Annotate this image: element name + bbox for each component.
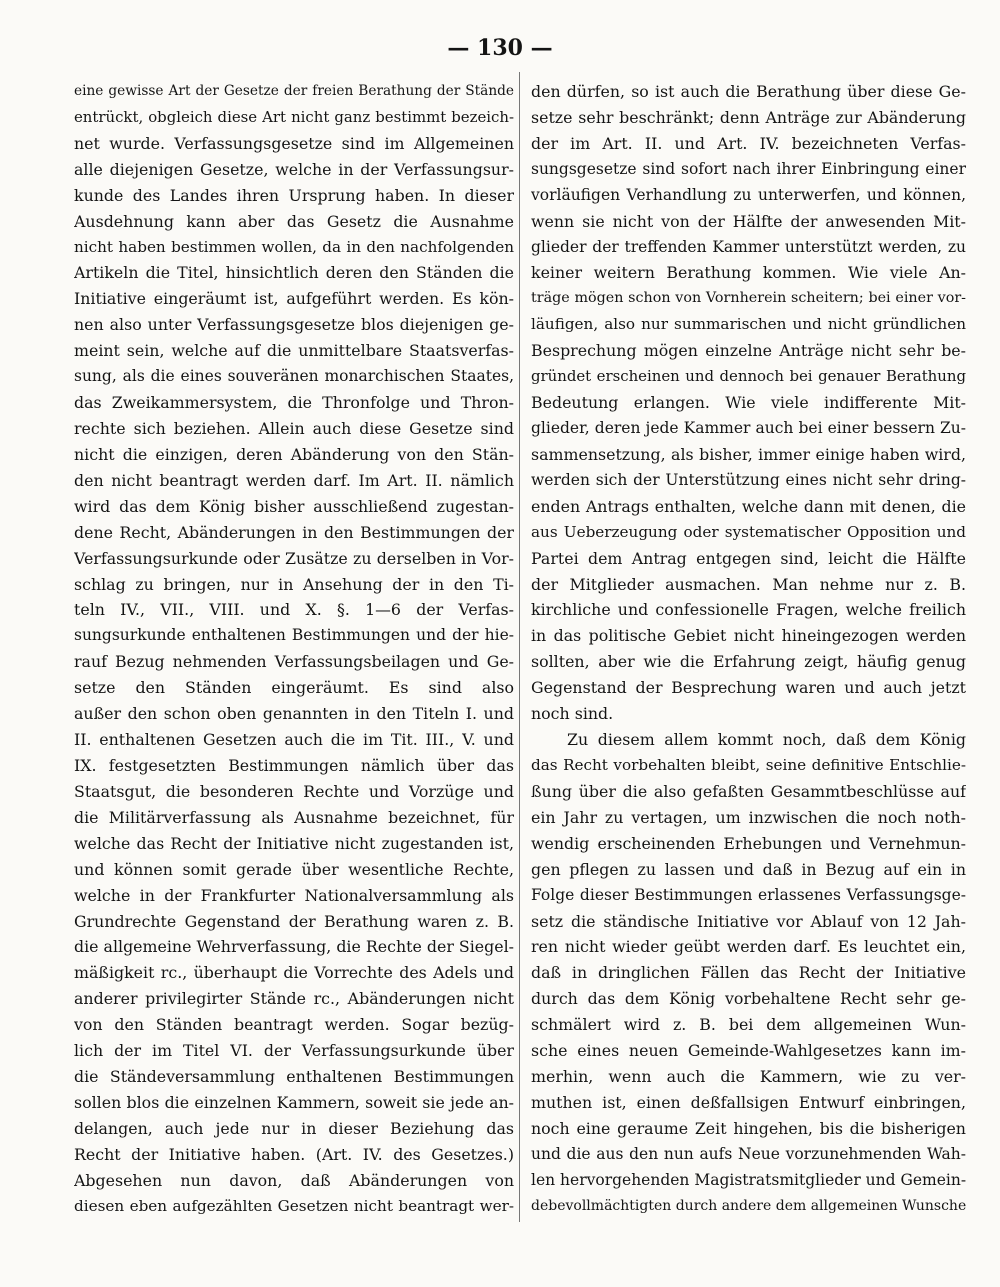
right-column — [531, 79, 966, 1220]
text-line: Staatsgut, die besonderen Rechte und Vorzüge und — [74, 781, 514, 801]
text-line: debevollmächtigten durch andere dem allgemeinen Wunsche — [531, 1197, 966, 1214]
text-line: glieder der treffenden Kammer unterstützt werden, zu — [531, 237, 966, 256]
text-line: aus Ueberzeugung oder systematischer Opposition und — [531, 522, 966, 541]
text-line: nen also unter Verfassungsgesetze blos diejenigen ge- — [74, 315, 514, 335]
text-line: dene Recht, Abänderungen in den Bestimmungen der — [74, 522, 514, 542]
text-line: lich der im Titel VI. der Verfassungsurkunde über — [74, 1041, 514, 1061]
text-line: Verfassungsurkunde oder Zusätze zu derselben in Vor- — [74, 548, 514, 568]
text-line: wird das dem König bisher ausschließend zugestan- — [74, 496, 514, 516]
text-line: und die aus den nun aufs Neue vorzunehmenden Wah- — [531, 1144, 966, 1163]
text-line: das Zweikammersystem, die Thronfolge und Thron- — [74, 393, 514, 413]
text-line: daß in dringlichen Fällen das Recht der Initiative — [531, 963, 966, 983]
text-line: wenn sie nicht von der Hälfte der anwesenden Mit- — [531, 211, 966, 231]
text-line: mäßigkeit rc., überhaupt die Vorrechte des Adels und — [74, 963, 514, 983]
text-line: durch das dem König vorbehaltene Recht sehr ge- — [531, 989, 966, 1009]
text-line: len hervorgehenden Magistratsmitglieder und Gemein- — [531, 1170, 966, 1189]
text-line: kunde des Landes ihren Ursprung haben. In dieser — [74, 185, 514, 205]
text-line: kirchliche und confessionelle Fragen, welche freilich — [531, 600, 966, 620]
text-line: Partei dem Antrag entgegen sind, leicht die Hälfte — [531, 548, 966, 568]
text-line: das Recht vorbehalten bleibt, seine definitive Entschlie- — [531, 755, 966, 774]
text-line: der im Art. II. und Art. IV. bezeichneten Verfas- — [531, 133, 966, 153]
text-line: delangen, auch jede nur in dieser Beziehung das — [74, 1118, 514, 1138]
text-line: Grundrechte Gegenstand der Berathung waren z. B. — [74, 911, 514, 931]
text-line: diesen eben aufgezählten Gesetzen nicht beantragt wer- — [74, 1196, 514, 1215]
text-line: vorläufigen Verhandlung zu unterwerfen, und können, — [531, 185, 966, 204]
text-line: welche das Recht der Initiative nicht zugestanden ist, — [74, 833, 514, 853]
text-line: von den Ständen beantragt werden. Sogar bezüg- — [74, 1015, 514, 1035]
text-line: außer den schon oben genannten in den Titeln I. und — [74, 704, 514, 724]
text-line: merhin, wenn auch die Kammern, wie zu ver- — [531, 1067, 966, 1087]
left-column — [74, 79, 514, 1220]
text-line: II. enthaltenen Gesetzen auch die im Tit. III., V. und — [74, 730, 514, 750]
text-line: und können somit gerade über wesentliche Rechte, — [74, 859, 514, 879]
text-line: anderer privilegirter Stände rc., Abänderungen nicht — [74, 989, 514, 1009]
text-line: ren nicht wieder geübt werden darf. Es leuchtet ein, — [531, 937, 966, 957]
text-line: sungsgesetze sind sofort nach ihrer Einbringung einer — [531, 159, 966, 178]
text-line: Initiative eingeräumt ist, aufgeführt werden. Es kön- — [74, 289, 514, 309]
text-line: entrückt, obgleich diese Art nicht ganz bestimmt bezeich- — [74, 107, 514, 126]
text-line: sungsurkunde enthaltenen Bestimmungen und der hie- — [74, 626, 514, 645]
text-line: werden sich der Unterstützung eines nicht sehr dring- — [531, 470, 966, 489]
text-line: glieder, deren jede Kammer auch bei einer bessern Zu- — [531, 418, 966, 437]
text-line: Artikeln die Titel, hinsichtlich deren den Ständen die — [74, 263, 514, 283]
text-line: teln IV., VII., VIII. und X. §. 1—6 der Verfas- — [74, 600, 514, 620]
page-number: — 130 — — [447, 35, 553, 61]
text-line: in das politische Gebiet nicht hineingezogen werden — [531, 626, 966, 646]
text-line: sung, als die eines souveränen monarchischen Staates, — [74, 367, 514, 386]
text-line: die Ständeversammlung enthaltenen Bestimmungen — [74, 1067, 514, 1087]
text-line: schmälert wird z. B. bei dem allgemeinen Wun- — [531, 1015, 966, 1035]
text-line: Abgesehen nun davon, daß Abänderungen von — [74, 1170, 514, 1190]
text-line: träge mögen schon von Vornherein scheitern; bei einer vor- — [531, 290, 966, 307]
text-line: sammensetzung, als bisher, immer einige haben wird, — [531, 444, 966, 464]
text-line: meint sein, welche auf die unmittelbare Staatsverfas- — [74, 341, 514, 361]
text-line: gründet erscheinen und dennoch bei genauer Berathung — [531, 367, 966, 386]
text-line: noch sind. — [531, 704, 614, 724]
text-line: nicht haben bestimmen wollen, da in den nachfolgenden — [74, 237, 514, 256]
text-line: Ausdehnung kann aber das Gesetz die Ausnahme — [74, 211, 514, 231]
text-line: die Militärverfassung als Ausnahme bezeichnet, für — [74, 807, 514, 827]
text-line: Gegenstand der Besprechung waren und auch jetzt — [531, 678, 966, 698]
text-line: nicht die einzigen, deren Abänderung von den Stän- — [74, 444, 514, 464]
text-line: gen pflegen zu lassen und daß in Bezug auf ein in — [531, 859, 966, 879]
text-line: ßung über die also gefaßten Gesammtbeschlüsse auf — [531, 781, 966, 801]
text-line: sche eines neuen Gemeinde-Wahlgesetzes kann im- — [531, 1041, 966, 1061]
text-line: welche in der Frankfurter Nationalversammlung als — [74, 885, 514, 905]
text-line: der Mitglieder ausmachen. Man nehme nur z. B. — [531, 574, 966, 594]
text-line: alle diejenigen Gesetze, welche in der Verfassungsur- — [74, 159, 514, 179]
text-line: eine gewisse Art der Gesetze der freien Berathung der Stände — [74, 83, 514, 99]
text-line: IX. festgesetzten Bestimmungen nämlich über das — [74, 755, 514, 775]
text-line: noch eine geraume Zeit hingehen, bis die bisherigen — [531, 1118, 966, 1138]
text-line: den dürfen, so ist auch die Berathung über diese Ge- — [531, 82, 966, 101]
text-line: Besprechung mögen einzelne Anträge nicht sehr be- — [531, 341, 966, 361]
text-line: Recht der Initiative haben. (Art. IV. des Gesetzes.) — [74, 1144, 514, 1164]
text-line: den nicht beantragt werden darf. Im Art. II. nämlich — [74, 470, 514, 490]
text-line: schlag zu bringen, nur in Ansehung der in den Ti- — [74, 574, 514, 594]
text-line: rechte sich beziehen. Allein auch diese Gesetze sind — [74, 418, 514, 438]
text-line: Folge dieser Bestimmungen erlassenes Verfassungsge- — [531, 885, 966, 904]
text-line: setze sehr beschränkt; denn Anträge zur Abänderung — [531, 107, 966, 127]
text-line: net wurde. Verfassungsgesetze sind im Allgemeinen — [74, 133, 514, 153]
text-line: muthen ist, einen deßfallsigen Entwurf einbringen, — [531, 1092, 966, 1112]
text-line: läufigen, also nur summarischen und nicht gründlichen — [531, 315, 966, 334]
text-line: setze den Ständen eingeräumt. Es sind also — [74, 678, 514, 698]
text-line: die allgemeine Wehrverfassung, die Rechte der Siegel- — [74, 937, 514, 957]
text-line: enden Antrags enthalten, welche dann mit denen, die — [531, 496, 966, 516]
text-line: setz die ständische Initiative vor Ablauf von 12 Jah- — [531, 911, 966, 931]
text-line: wendig erscheinenden Erhebungen und Vernehmun- — [531, 833, 966, 853]
text-line: sollen blos die einzelnen Kammern, soweit sie jede an- — [74, 1092, 514, 1112]
text-line: Bedeutung erlangen. Wie viele indifferente Mit- — [531, 393, 966, 413]
column-divider — [519, 72, 520, 1222]
text-line: Zu diesem allem kommt noch, daß dem König — [567, 730, 966, 750]
text-line: rauf Bezug nehmenden Verfassungsbeilagen und Ge- — [74, 652, 514, 672]
text-line: ein Jahr zu vertagen, um inzwischen die noch noth- — [531, 807, 966, 827]
text-line: sollten, aber wie die Erfahrung zeigt, häufig genug — [531, 652, 966, 672]
text-line: keiner weitern Berathung kommen. Wie viele An- — [531, 263, 966, 283]
